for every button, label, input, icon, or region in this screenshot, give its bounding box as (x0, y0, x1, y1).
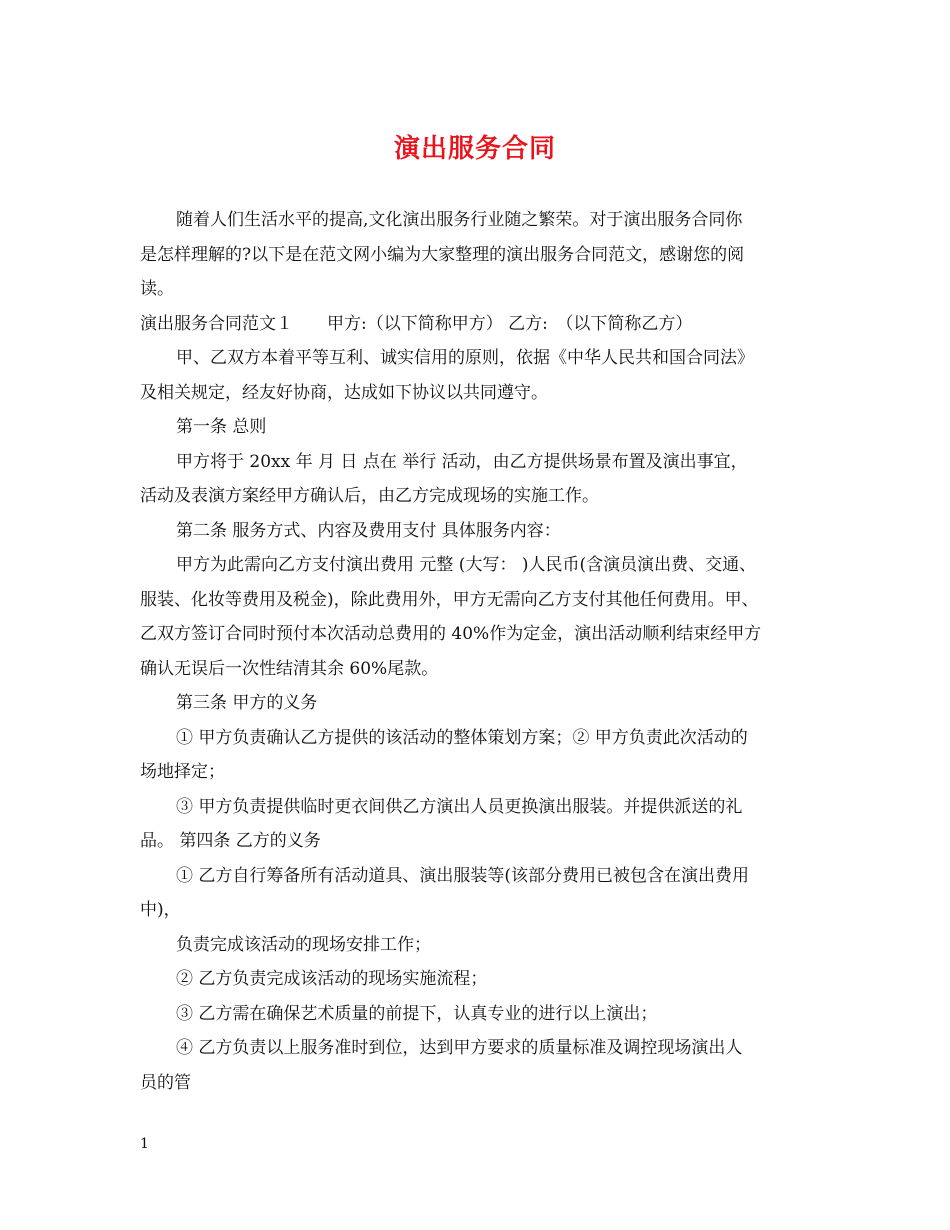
body-line: 随着人们生活水平的提高,文化演出服务行业随之繁荣。对于演出服务合同你 (176, 210, 743, 230)
body-line: 第一条 总则 (176, 417, 267, 437)
body-line: ① 甲方负责确认乙方提供的该活动的整体策划方案；② 甲方负责此次活动的 (176, 727, 748, 748)
body-line: ④ 乙方负责以上服务准时到位，达到甲方要求的质量标准及调控现场演出人 (176, 1038, 743, 1058)
body-line: 场地择定； (140, 762, 225, 782)
body-line: 中)， (140, 900, 181, 920)
body-line: 品。 第四条 乙方的义务 (140, 831, 321, 851)
body-line: 活动及表演方案经甲方确认后，由乙方完成现场的实施工作。 (140, 486, 599, 506)
body-line: 演出服务合同范文１ 甲方:（以下简称甲方） 乙方: （以下简称乙方） (140, 313, 693, 334)
document-title: 演出服务合同 (393, 134, 556, 164)
document-body (140, 203, 820, 1100)
body-line: 员的管 (140, 1072, 191, 1093)
body-line: 是怎样理解的?以下是在范文网小编为大家整理的演出服务合同范文，感谢您的阅 (140, 244, 745, 265)
body-line: ① 乙方自行筹备所有活动道具、演出服装等(该部分费用已被包含在演出费用 (176, 865, 750, 886)
body-line: 及相关规定，经友好协商，达成如下协议以共同遵守。 (140, 382, 548, 403)
body-line: 乙双方签订合同时预付本次活动总费用的 40%作为定金，演出活动顺利结束经甲方 (140, 624, 762, 644)
page-number: 1 (140, 1136, 149, 1152)
body-line: 读。 (140, 279, 174, 299)
body-line: 确认无误后一次性结清其余 60%尾款。 (140, 658, 439, 679)
body-line: 第三条 甲方的义务 (176, 693, 318, 713)
body-line: ② 乙方负责完成该活动的现场实施流程； (176, 969, 488, 989)
body-line: ③ 甲方负责提供临时更衣间供乙方演出人员更换演出服装。并提供派送的礼 (176, 796, 743, 817)
body-line: ③ 乙方需在确保艺术质量的前提下，认真专业的进行以上演出； (176, 1003, 658, 1024)
body-line: 甲方为此需向乙方支付演出费用 元整 (大写： )人民币(含演员演出费、交通、 (176, 555, 757, 575)
body-line: 第二条 服务方式、内容及费用支付 具体服务内容： (176, 520, 561, 541)
body-line: 甲方将于 20xx 年 月 日 点在 举行 活动，由乙方提供场景布置及演出事宜， (176, 451, 748, 472)
body-line: 负责完成该活动的现场安排工作； (176, 934, 431, 955)
body-line: 甲、乙双方本着平等互利、诚实信用的原则，依据《中华人民共和国合同法》 (176, 348, 754, 368)
body-line: 服装、化妆等费用及税金)，除此费用外，甲方无需向乙方支付其他任何费用。甲、 (140, 589, 759, 610)
